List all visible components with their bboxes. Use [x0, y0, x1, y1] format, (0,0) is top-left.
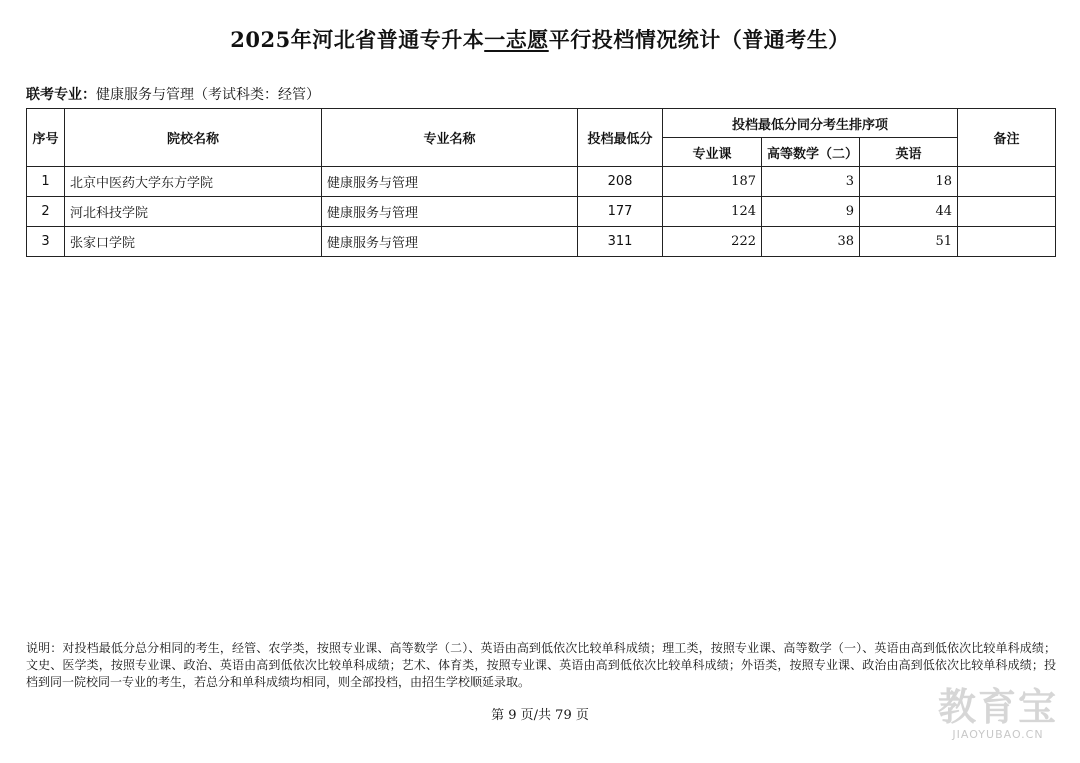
- row-major: 健康服务与管理: [322, 197, 578, 227]
- row-min-score: 311: [578, 227, 663, 257]
- table-row: [27, 227, 1056, 257]
- row-remark: [958, 227, 1056, 257]
- page-title: [0, 24, 1080, 54]
- row-math: 38: [762, 227, 860, 257]
- watermark-sub: JIAOYUBAO.CN: [952, 728, 1044, 741]
- row-math: 3: [762, 167, 860, 197]
- header-min-score: 投档最低分: [578, 109, 663, 167]
- admission-table: [26, 108, 1056, 257]
- title-prefix: 2025年河北省普通专升本: [230, 27, 485, 52]
- row-min-score: 208: [578, 167, 663, 197]
- table-row: [27, 197, 1056, 227]
- header-rank-group: 投档最低分同分考生排序项: [663, 109, 958, 138]
- row-major: 健康服务与管理: [322, 167, 578, 197]
- header-major: 专业名称: [322, 109, 578, 167]
- row-index: 3: [27, 227, 65, 257]
- row-school: 河北科技学院: [65, 197, 322, 227]
- header-major-course: 专业课: [663, 138, 762, 167]
- title-underlined: 一志愿: [484, 27, 549, 52]
- row-english: 44: [860, 197, 958, 227]
- row-school: 张家口学院: [65, 227, 322, 257]
- row-english: 18: [860, 167, 958, 197]
- page-indicator: 第 9 页/共 79 页: [491, 708, 589, 723]
- watermark-main: 教育宝: [937, 685, 1058, 729]
- footnote: 说明：对投档最低分总分相同的考生，经管、农学类，按照专业课、高等数学（二）、英语由高到低依次比较单科成绩；理工类，按照专业课、高等数学（一）、英语由高到低依次比较单科成绩；文史、医学类，按照专业课、政治、英语由高到低依次比较单科成绩；艺术、体育类，按照专业课、英语由高到低依次比较单科成绩；外语类，按照专业课、政治由高到低依次比较单科成绩；投档到同一院校同一专业的考生，若总分和单科成绩均相同，则全部投档，由招生学校顺延录取。: [26, 641, 1056, 689]
- row-major: 健康服务与管理: [322, 227, 578, 257]
- row-index: 2: [27, 197, 65, 227]
- table-row: [27, 167, 1056, 197]
- row-school: 北京中医药大学东方学院: [65, 167, 322, 197]
- header-school: 院校名称: [65, 109, 322, 167]
- row-remark: [958, 167, 1056, 197]
- header-remark: 备注: [958, 109, 1056, 167]
- header-index: 序号: [27, 109, 65, 167]
- row-english: 51: [860, 227, 958, 257]
- header-english: 英语: [860, 138, 958, 167]
- row-remark: [958, 197, 1056, 227]
- title-suffix: 平行投档情况统计（普通考生）: [548, 27, 850, 52]
- row-major-course: 187: [663, 167, 762, 197]
- subject-label: 联考专业：: [26, 87, 96, 103]
- row-major-course: 124: [663, 197, 762, 227]
- subject-value: 健康服务与管理（考试科类：经管）: [96, 87, 320, 103]
- row-index: 1: [27, 167, 65, 197]
- row-major-course: 222: [663, 227, 762, 257]
- row-math: 9: [762, 197, 860, 227]
- row-min-score: 177: [578, 197, 663, 227]
- subject-line: [26, 84, 320, 104]
- watermark-logo: [928, 686, 1068, 746]
- header-math: 高等数学（二）: [762, 138, 860, 167]
